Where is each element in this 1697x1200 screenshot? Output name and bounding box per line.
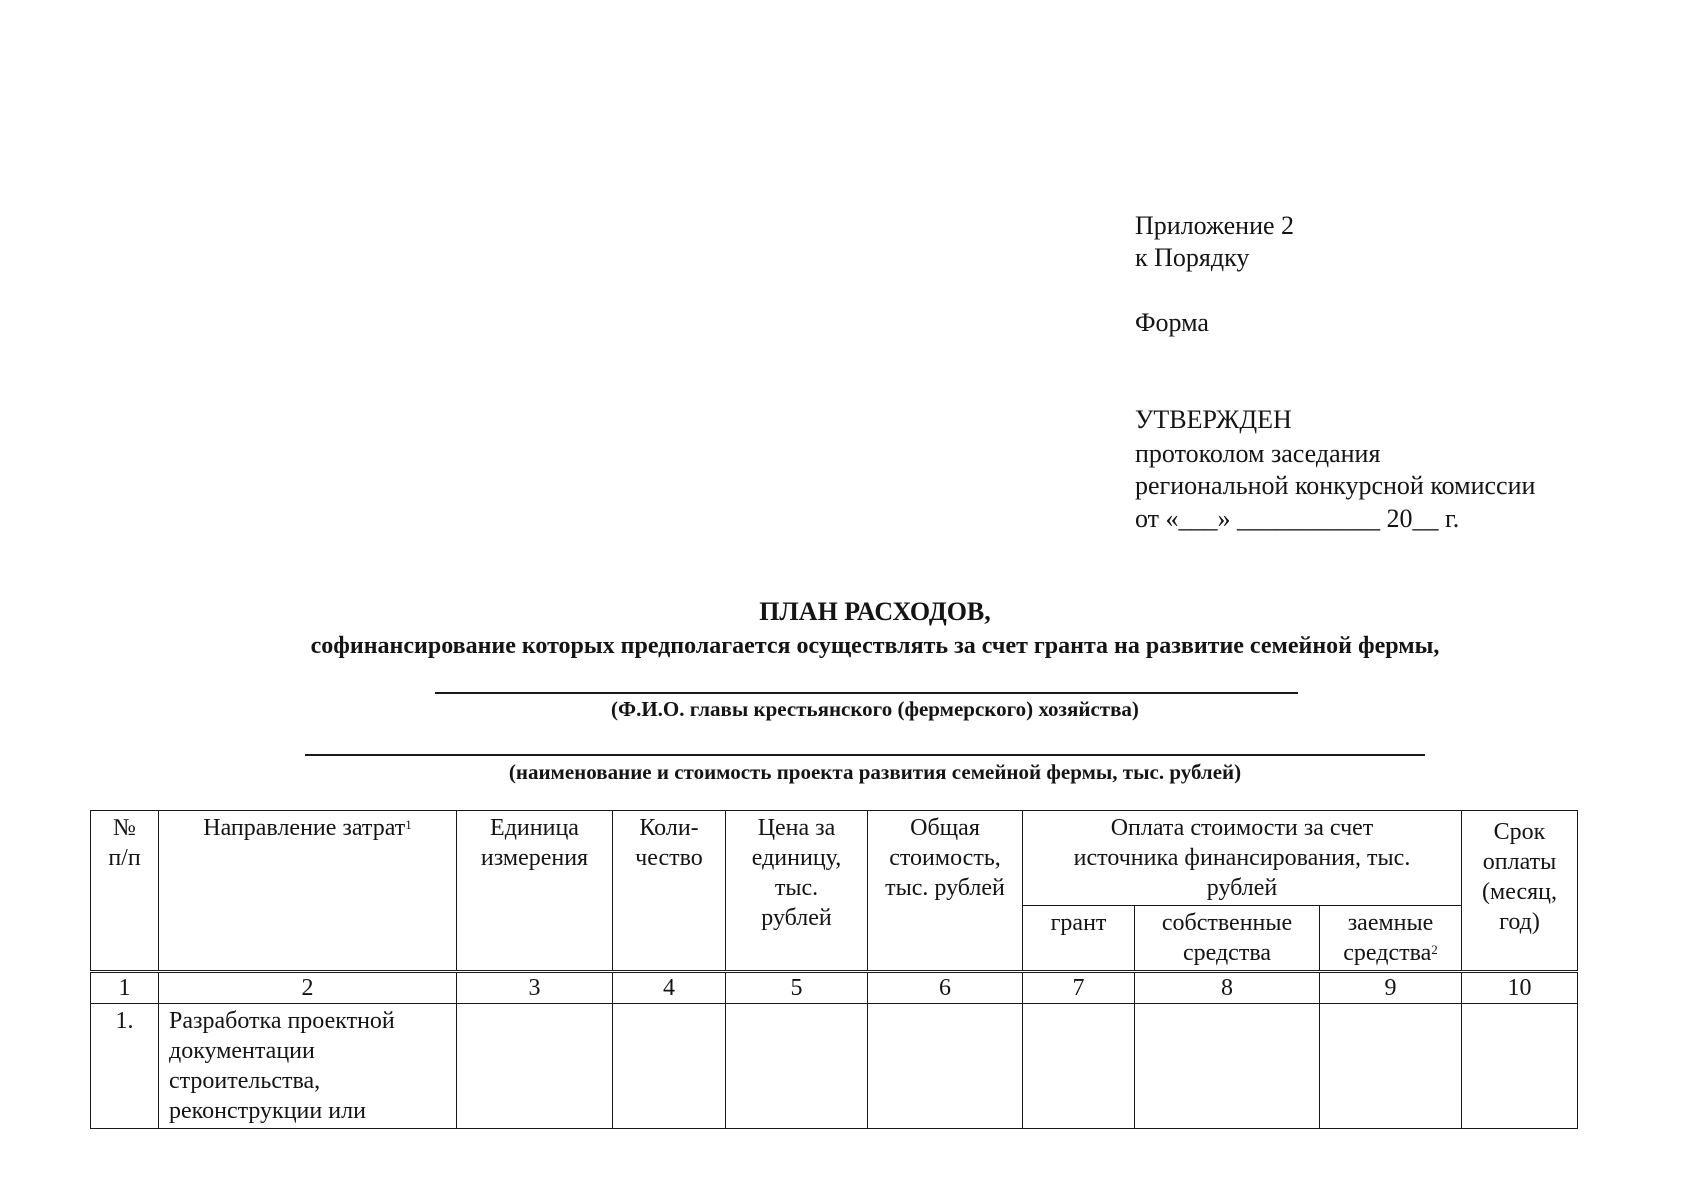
table-header-row bbox=[91, 811, 1578, 906]
row-quantity[interactable] bbox=[613, 1004, 726, 1129]
col-number: 6 bbox=[868, 972, 1023, 1004]
header-direction-label: Направление затрат bbox=[203, 815, 406, 841]
row-own-funds[interactable] bbox=[1135, 1004, 1320, 1129]
head-name-caption: (Ф.И.О. главы крестьянского (фермерского) хозяйства) bbox=[611, 697, 1139, 721]
header-payment-group: Оплата стоимости за счет источника финансирования, тыс. рублей bbox=[1023, 811, 1462, 906]
document-subtitle: софинансирование которых предполагается осуществлять за счет гранта на развитие семейной фермы, bbox=[310, 633, 1440, 659]
row-total-cost[interactable] bbox=[868, 1004, 1023, 1129]
header-borrowed-funds bbox=[1320, 906, 1462, 972]
col-number: 1 bbox=[91, 972, 159, 1004]
row-grant[interactable] bbox=[1023, 1004, 1135, 1129]
header-payment-term: Срок оплаты (месяц, год) bbox=[1462, 811, 1578, 972]
header-unit: Единица измерения bbox=[457, 811, 613, 972]
column-number-row bbox=[91, 972, 1578, 1004]
col-number: 7 bbox=[1023, 972, 1135, 1004]
approved-commission: региональной конкурсной комиссии bbox=[1135, 471, 1536, 500]
head-name-line bbox=[435, 692, 1298, 694]
form-label: Форма bbox=[1135, 308, 1209, 337]
row-unit-price[interactable] bbox=[726, 1004, 868, 1129]
appendix-label: Приложение 2 bbox=[1135, 211, 1295, 240]
header-num: № п/п bbox=[91, 811, 159, 972]
row-borrowed-funds[interactable] bbox=[1320, 1004, 1462, 1129]
order-reference: к Порядку bbox=[1135, 243, 1250, 272]
row-unit[interactable] bbox=[457, 1004, 613, 1129]
col-number: 10 bbox=[1462, 972, 1578, 1004]
project-caption: (наименование и стоимость проекта развития семейной фермы, тыс. рублей) bbox=[508, 760, 1242, 784]
row-direction: Разработка проектной документации строительства, реконструкции или bbox=[159, 1004, 457, 1129]
col-number: 8 bbox=[1135, 972, 1320, 1004]
header-grant: грант bbox=[1023, 906, 1135, 972]
header-quantity: Коли-чество bbox=[613, 811, 726, 972]
approved-label: УТВЕРЖДЕН bbox=[1135, 405, 1292, 434]
header-total-cost: Общая стоимость, тыс. рублей bbox=[868, 811, 1023, 972]
approved-date: от «___» ___________ 20__ г. bbox=[1135, 504, 1460, 533]
row-payment-term[interactable] bbox=[1462, 1004, 1578, 1129]
header-borrowed-label: заемные средства bbox=[1343, 910, 1434, 966]
col-number: 5 bbox=[726, 972, 868, 1004]
row-num: 1. bbox=[91, 1004, 159, 1129]
col-number: 2 bbox=[159, 972, 457, 1004]
document-title: ПЛАН РАСХОДОВ, bbox=[759, 597, 991, 626]
footnote-2-marker: 2 bbox=[1431, 942, 1438, 957]
col-number: 4 bbox=[613, 972, 726, 1004]
header-direction bbox=[159, 811, 457, 972]
col-number: 3 bbox=[457, 972, 613, 1004]
col-number: 9 bbox=[1320, 972, 1462, 1004]
project-line bbox=[305, 754, 1425, 756]
expense-plan-table bbox=[90, 810, 1578, 1129]
header-unit-price: Цена за единицу, тыс. рублей bbox=[726, 811, 868, 972]
header-own-funds: собственные средства bbox=[1135, 906, 1320, 972]
footnote-1-marker: 1 bbox=[405, 817, 412, 832]
table-row bbox=[91, 1004, 1578, 1129]
approved-protocol: протоколом заседания bbox=[1135, 439, 1381, 468]
